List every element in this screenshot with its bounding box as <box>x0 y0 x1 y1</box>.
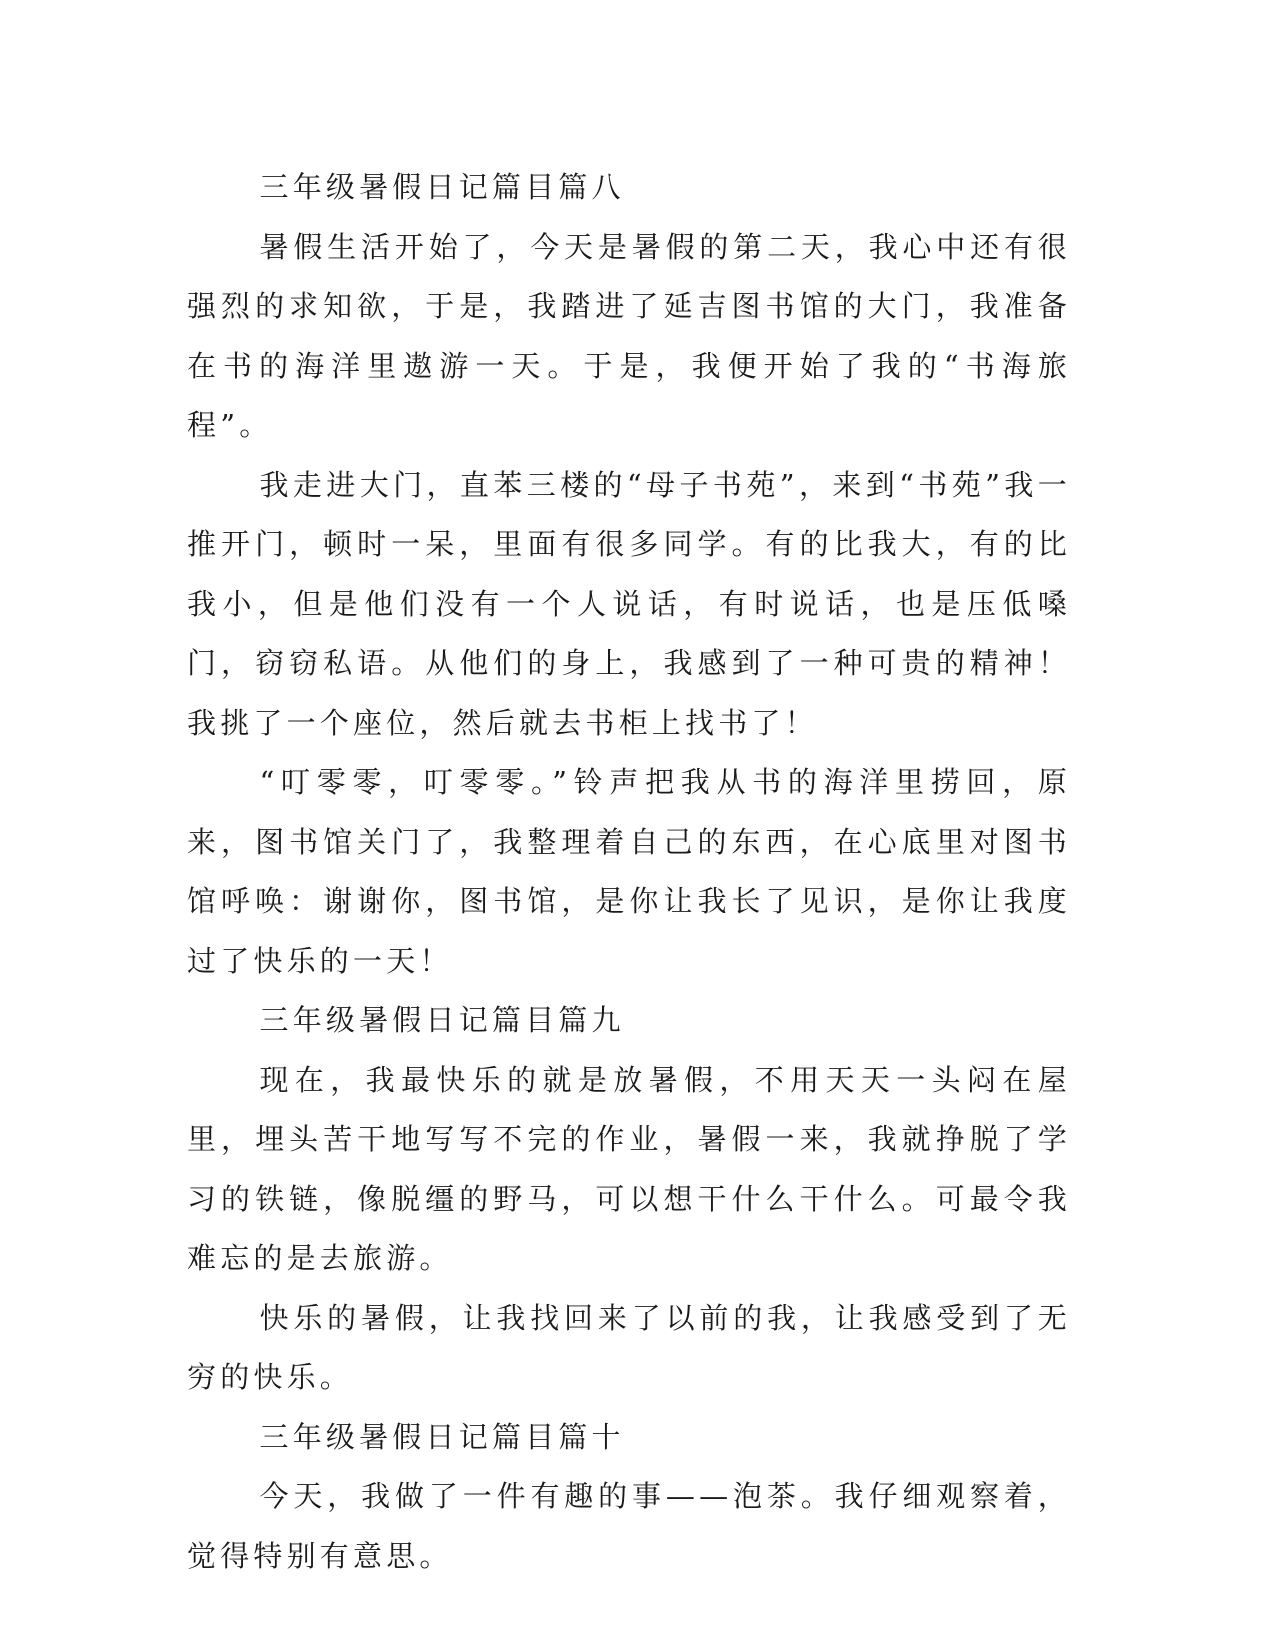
paragraph: 快乐的暑假，让我找回来了以前的我，让我感受到了无穷的快乐。 <box>187 1300 1071 1394</box>
section-heading-9: 三年级暑假日记篇目篇九 <box>259 1003 625 1037</box>
paragraph: “叮零零，叮零零。”铃声把我从书的海洋里捞回，原来，图书馆关门了，我整理着自己的东西，在心底里对图书馆呼唤：谢谢你，图书馆，是你让我长了见识，是你让我度过了快乐的一天！ <box>187 765 1071 978</box>
paragraph: 现在，我最快乐的就是放暑假，不用天天一头闷在屋里，埋头苦干地写写不完的作业，暑假一来，我就挣脱了学习的铁链，像脱缰的野马，可以想干什么干什么。可最令我难忘的是去旅游。 <box>187 1062 1071 1275</box>
document-body <box>187 158 1071 1586</box>
paragraph: 暑假生活开始了，今天是暑假的第二天，我心中还有很强烈的求知欲，于是，我踏进了延吉图书馆的大门，我准备在书的海洋里遨游一天。于是，我便开始了我的“书海旅程”。 <box>187 229 1071 442</box>
paragraph: 今天，我做了一件有趣的事——泡茶。我仔细观察着，觉得特别有意思。 <box>187 1479 1071 1573</box>
section-heading-10: 三年级暑假日记篇目篇十 <box>259 1419 625 1454</box>
section-heading-8: 三年级暑假日记篇目篇八 <box>259 170 625 204</box>
paragraph: 我走进大门，直苯三楼的“母子书苑”，来到“书苑”我一推开门，顿时一呆，里面有很多同学。有的比我大，有的比我小，但是他们没有一个人说话，有时说话，也是压低嗓门，窃窃私语。从他们的身上，我感到了一种可贵的精神！我挑了一个座位，然后就去书柜上找书了！ <box>187 467 1071 740</box>
